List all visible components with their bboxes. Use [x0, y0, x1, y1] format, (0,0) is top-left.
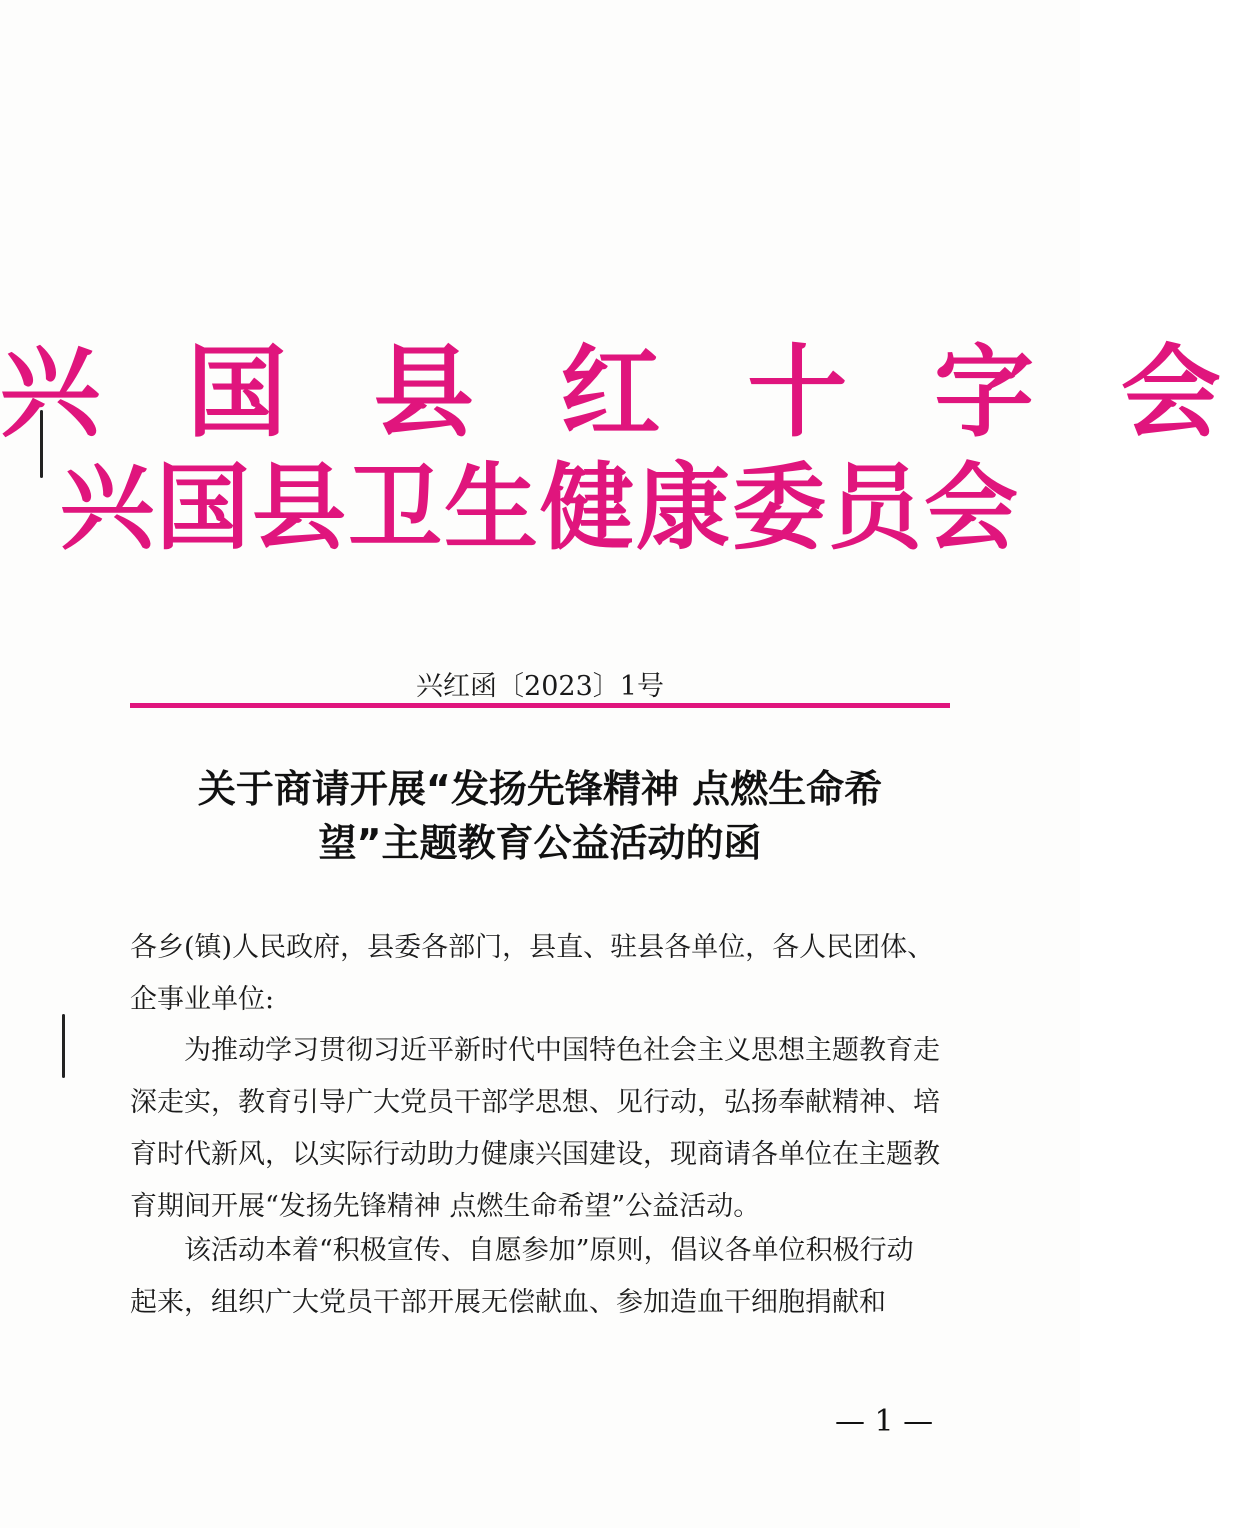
body-paragraph-1: 为推动学习贯彻习近平新时代中国特色社会主义思想主题教育走深走实，教育引导广大党员干部学思想、见行动，弘扬奉献精神、培育时代新风，以实际行动助力健康兴国建设，现商请各单位在主题教育期间开展“发扬先锋精神 点燃生命希望”公益活动。 — [130, 1035, 940, 1222]
document-title: 关于商请开展“发扬先锋精神 点燃生命希望”主题教育公益活动的函 — [197, 767, 883, 865]
salutation: 各乡(镇)人民政府，县委各部门，县直、驻县各单位，各人民团体、企事业单位: — [130, 932, 935, 1015]
issuer-header-line-2: 兴国县卫生健康委员会 — [59, 454, 1020, 563]
binding-staple-mark — [62, 1014, 65, 1078]
issuer-header-line-1: 兴 国 县 红 十 字 会 — [0, 334, 1247, 451]
page-number: — 1 — — [835, 1404, 934, 1439]
body-paragraph-2: 该活动本着“积极宣传、自愿参加”原则，倡议各单位积极行动起来，组织广大党员干部开展无偿献血、参加造血干细胞捐献和 — [130, 1235, 914, 1318]
document-number: 兴红函〔2023〕1号 — [416, 671, 664, 702]
red-divider-line — [130, 703, 950, 708]
